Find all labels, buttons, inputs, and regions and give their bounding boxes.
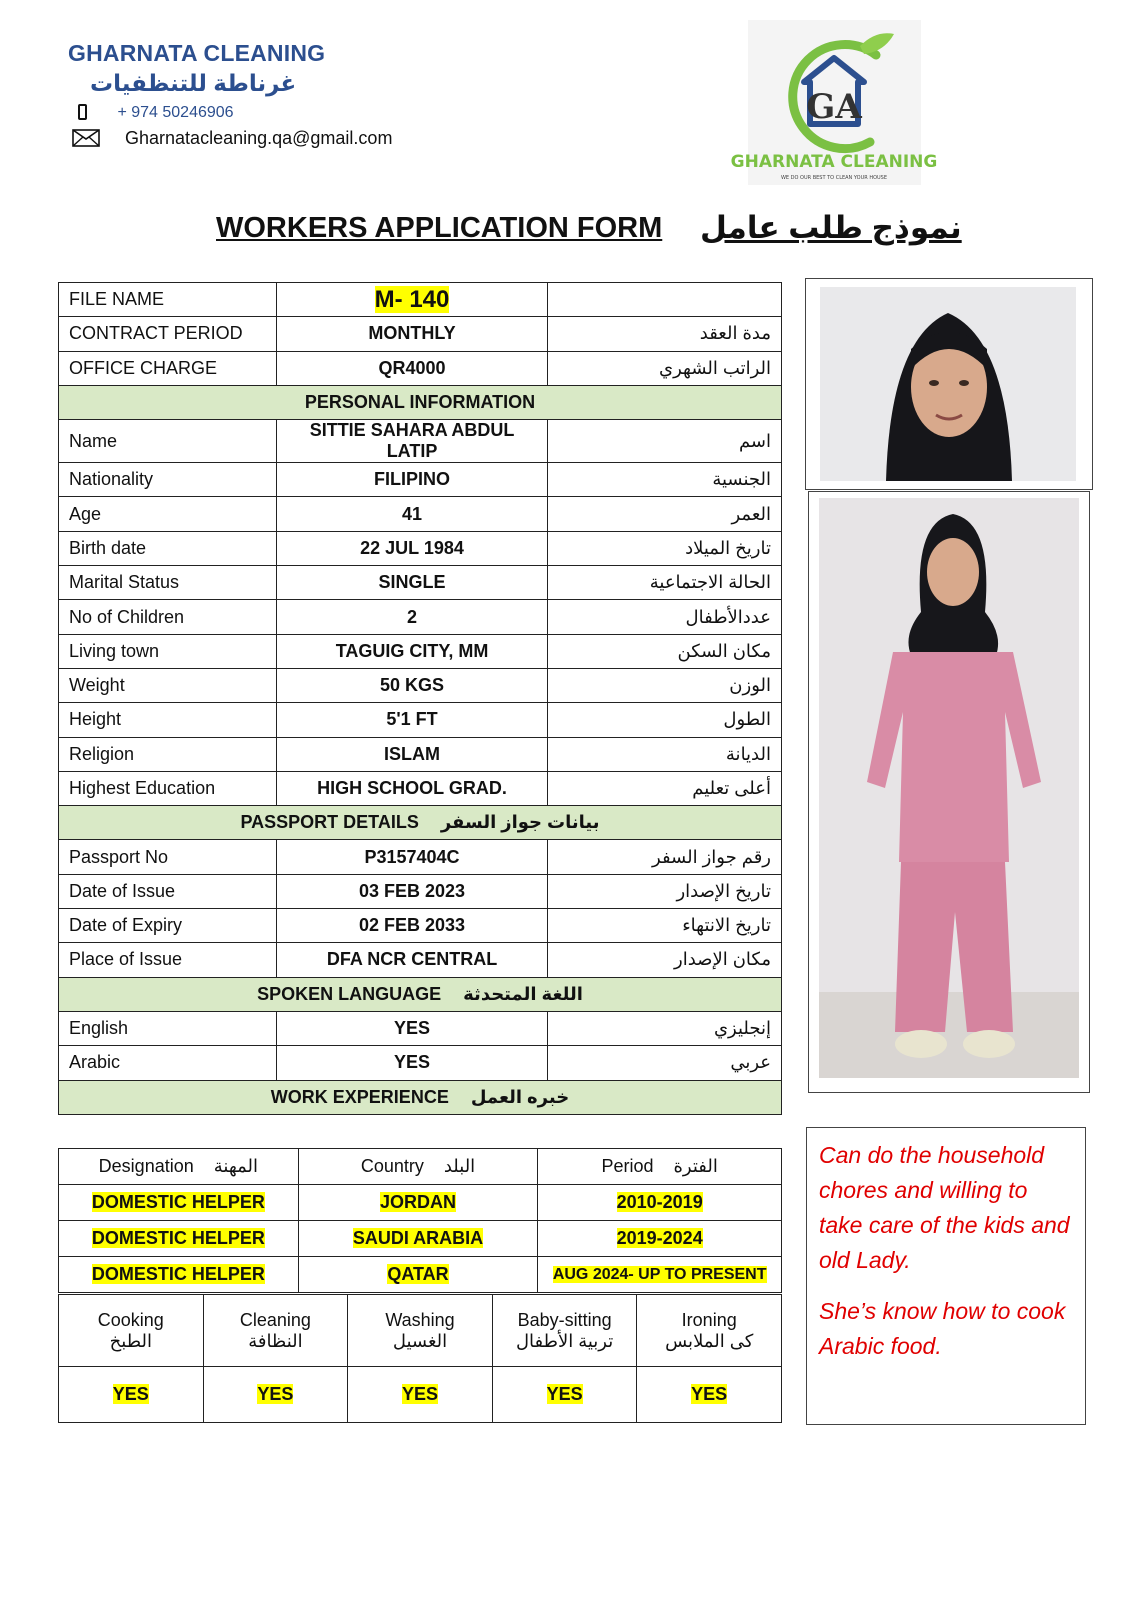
email-address: Gharnatacleaning.qa@gmail.com xyxy=(125,128,393,148)
skill-label-ar: الطبخ xyxy=(109,1330,152,1351)
row-label-ar: مكان السكن xyxy=(548,634,782,668)
row-label-ar: اسم xyxy=(548,420,782,463)
period-value: AUG 2024- UP TO PRESENT xyxy=(552,1265,767,1283)
row-label: Date of Issue xyxy=(59,874,277,908)
row-value: FILIPINO xyxy=(276,463,548,497)
table-row xyxy=(59,497,782,531)
note-cooking: She’s know how to cook Arabic food. xyxy=(819,1298,1066,1359)
row-label-ar: الحالة الاجتماعية xyxy=(548,566,782,600)
table-row xyxy=(59,634,782,668)
section-title: PASSPORT DETAILS xyxy=(240,812,419,833)
period-value: 2010-2019 xyxy=(616,1192,703,1212)
row-label-ar: مكان الإصدار xyxy=(548,943,782,977)
row-value: 03 FEB 2023 xyxy=(276,874,548,908)
row-label-ar: عربي xyxy=(548,1046,782,1080)
email-row xyxy=(72,128,392,149)
skills-table xyxy=(58,1294,782,1423)
note-skills: Can do the household chores and willing to take care of the kids and old Lady. xyxy=(819,1142,1070,1273)
table-row xyxy=(59,1046,782,1080)
table-row xyxy=(59,566,782,600)
col-period-ar: الفترة xyxy=(673,1156,718,1176)
row-value: 22 JUL 1984 xyxy=(276,531,548,565)
designation-value: DOMESTIC HELPER xyxy=(91,1264,265,1284)
col-period: Period xyxy=(601,1156,654,1176)
section-header-work xyxy=(59,1080,782,1114)
file-name-value xyxy=(276,283,548,317)
designation-value: DOMESTIC HELPER xyxy=(91,1228,265,1248)
table-row xyxy=(59,600,782,634)
row-label-ar: مدة العقد xyxy=(548,317,782,351)
table-row xyxy=(59,351,782,385)
row-value: MONTHLY xyxy=(276,317,548,351)
row-label: Passport No xyxy=(59,840,277,874)
col-designation: Designation xyxy=(98,1156,194,1176)
skill-label: Baby-sitting xyxy=(517,1309,612,1330)
row-label-ar: رقم جواز السفر xyxy=(548,840,782,874)
row-label: English xyxy=(59,1011,277,1045)
row-label: Arabic xyxy=(59,1046,277,1080)
phone-number: + 974 50246906 xyxy=(117,104,234,121)
row-label: Date of Expiry xyxy=(59,909,277,943)
period-value: 2019-2024 xyxy=(616,1228,703,1248)
file-name-number: M- 140 xyxy=(374,285,450,313)
section-title-ar: اللغة المتحدثة xyxy=(463,983,583,1004)
skill-value: YES xyxy=(546,1384,583,1404)
row-value: HIGH SCHOOL GRAD. xyxy=(276,771,548,805)
skill-label-ar: الغسيل xyxy=(392,1330,448,1351)
row-label: Living town xyxy=(59,634,277,668)
section-title-ar: بيانات جواز السفر xyxy=(440,812,600,833)
row-value: 50 KGS xyxy=(276,668,548,702)
row-label-ar: عددالأطفال xyxy=(548,600,782,634)
logo-text: GHARNATA CLEANING xyxy=(730,152,938,172)
row-label: FILE NAME xyxy=(59,283,277,317)
row-value: 5'1 FT xyxy=(276,703,548,737)
section-header-personal xyxy=(59,385,782,419)
section-title: WORK EXPERIENCE xyxy=(270,1086,449,1107)
row-value: TAGUIG CITY, MM xyxy=(276,634,548,668)
portrait-photo xyxy=(805,278,1093,490)
row-label: OFFICE CHARGE xyxy=(59,351,277,385)
skill-label-ar: تربية الأطفال xyxy=(515,1330,614,1351)
col-country: Country xyxy=(360,1156,424,1176)
envelope-icon xyxy=(72,129,100,147)
country-value: JORDAN xyxy=(380,1192,457,1212)
row-label-ar: تاريخ الإصدار xyxy=(548,874,782,908)
table-row xyxy=(59,771,782,805)
company-name-ar: غرناطة للتنظفيات xyxy=(90,70,297,96)
section-header-passport xyxy=(59,806,782,840)
table-row xyxy=(59,840,782,874)
table-row xyxy=(59,420,782,463)
row-label: Name xyxy=(59,420,277,463)
row-value: YES xyxy=(276,1046,548,1080)
skill-value: YES xyxy=(112,1384,149,1404)
section-header-language xyxy=(59,977,782,1011)
row-label-ar xyxy=(548,283,782,317)
row-label: Religion xyxy=(59,737,277,771)
skill-label: Ironing xyxy=(681,1309,737,1330)
row-value: DFA NCR CENTRAL xyxy=(276,943,548,977)
table-row xyxy=(59,1011,782,1045)
table-row xyxy=(59,943,782,977)
notes-box xyxy=(806,1127,1086,1425)
table-row xyxy=(59,283,782,317)
row-label-ar: تاريخ الميلاد xyxy=(548,531,782,565)
section-title: SPOKEN LANGUAGE xyxy=(257,983,442,1004)
skill-label: Washing xyxy=(385,1309,455,1330)
table-row xyxy=(59,668,782,702)
row-label: Birth date xyxy=(59,531,277,565)
table-row xyxy=(59,909,782,943)
skill-value: YES xyxy=(401,1384,439,1404)
skill-label-ar: کی الملابس xyxy=(665,1330,754,1351)
row-label-ar: الراتب الشهري xyxy=(548,351,782,385)
application-table xyxy=(58,282,782,1115)
skills-header-row xyxy=(59,1295,782,1367)
row-label: Marital Status xyxy=(59,566,277,600)
row-label-ar: الديانة xyxy=(548,737,782,771)
skill-label: Cleaning xyxy=(239,1309,311,1330)
row-label-ar: الوزن xyxy=(548,668,782,702)
skills-value-row xyxy=(59,1367,782,1423)
designation-value: DOMESTIC HELPER xyxy=(91,1192,265,1212)
row-value: QR4000 xyxy=(276,351,548,385)
full-body-photo xyxy=(808,491,1090,1093)
section-title-ar: خبره العمل xyxy=(470,1086,570,1107)
table-row xyxy=(59,463,782,497)
skill-label-ar: النظافة xyxy=(248,1330,303,1351)
skill-value: YES xyxy=(691,1384,728,1404)
row-value: 2 xyxy=(276,600,548,634)
phone-row xyxy=(78,104,234,122)
work-header-row xyxy=(59,1149,782,1185)
row-value: 02 FEB 2033 xyxy=(276,909,548,943)
table-row xyxy=(59,703,782,737)
row-value: ISLAM xyxy=(276,737,548,771)
table-row xyxy=(59,531,782,565)
col-designation-ar: المهنة xyxy=(213,1156,259,1176)
row-label: CONTRACT PERIOD xyxy=(59,317,277,351)
row-value: SITTIE SAHARA ABDUL LATIP xyxy=(276,420,548,463)
work-experience-table xyxy=(58,1148,782,1293)
row-label-ar: الطول xyxy=(548,703,782,737)
row-label: No of Children xyxy=(59,600,277,634)
table-row xyxy=(59,1257,782,1293)
row-value: 41 xyxy=(276,497,548,531)
table-row xyxy=(59,1185,782,1221)
row-value: SINGLE xyxy=(276,566,548,600)
row-label: Nationality xyxy=(59,463,277,497)
svg-text:GA: GA xyxy=(806,87,862,127)
country-value: QATAR xyxy=(387,1264,449,1284)
logo-tagline: WE DO OUR BEST TO CLEAN YOUR HOUSE xyxy=(780,175,888,181)
table-row xyxy=(59,737,782,771)
skill-value: YES xyxy=(257,1384,294,1404)
row-label: Height xyxy=(59,703,277,737)
row-value: YES xyxy=(276,1011,548,1045)
row-label-ar: تاريخ الانتهاء xyxy=(548,909,782,943)
company-name-en: GHARNATA CLEANING xyxy=(68,40,326,66)
row-label: Age xyxy=(59,497,277,531)
row-label: Highest Education xyxy=(59,771,277,805)
table-row xyxy=(59,317,782,351)
country-value: SAUDI ARABIA xyxy=(352,1228,484,1248)
row-label-ar: إنجليزي xyxy=(548,1011,782,1045)
form-title-ar: نموذج طلب عامل xyxy=(700,210,962,245)
mobile-phone-icon xyxy=(78,104,87,120)
row-label: Place of Issue xyxy=(59,943,277,977)
skill-label: Cooking xyxy=(97,1309,164,1330)
section-title: PERSONAL INFORMATION xyxy=(59,385,782,419)
row-value: P3157404C xyxy=(276,840,548,874)
row-label-ar: العمر xyxy=(548,497,782,531)
row-label: Weight xyxy=(59,668,277,702)
col-country-ar: البلد xyxy=(443,1156,476,1176)
row-label-ar: الجنسية xyxy=(548,463,782,497)
table-row xyxy=(59,874,782,908)
company-logo xyxy=(730,20,938,185)
row-label-ar: أعلى تعليم xyxy=(548,771,782,805)
form-title-en: WORKERS APPLICATION FORM xyxy=(216,212,663,244)
table-row xyxy=(59,1221,782,1257)
